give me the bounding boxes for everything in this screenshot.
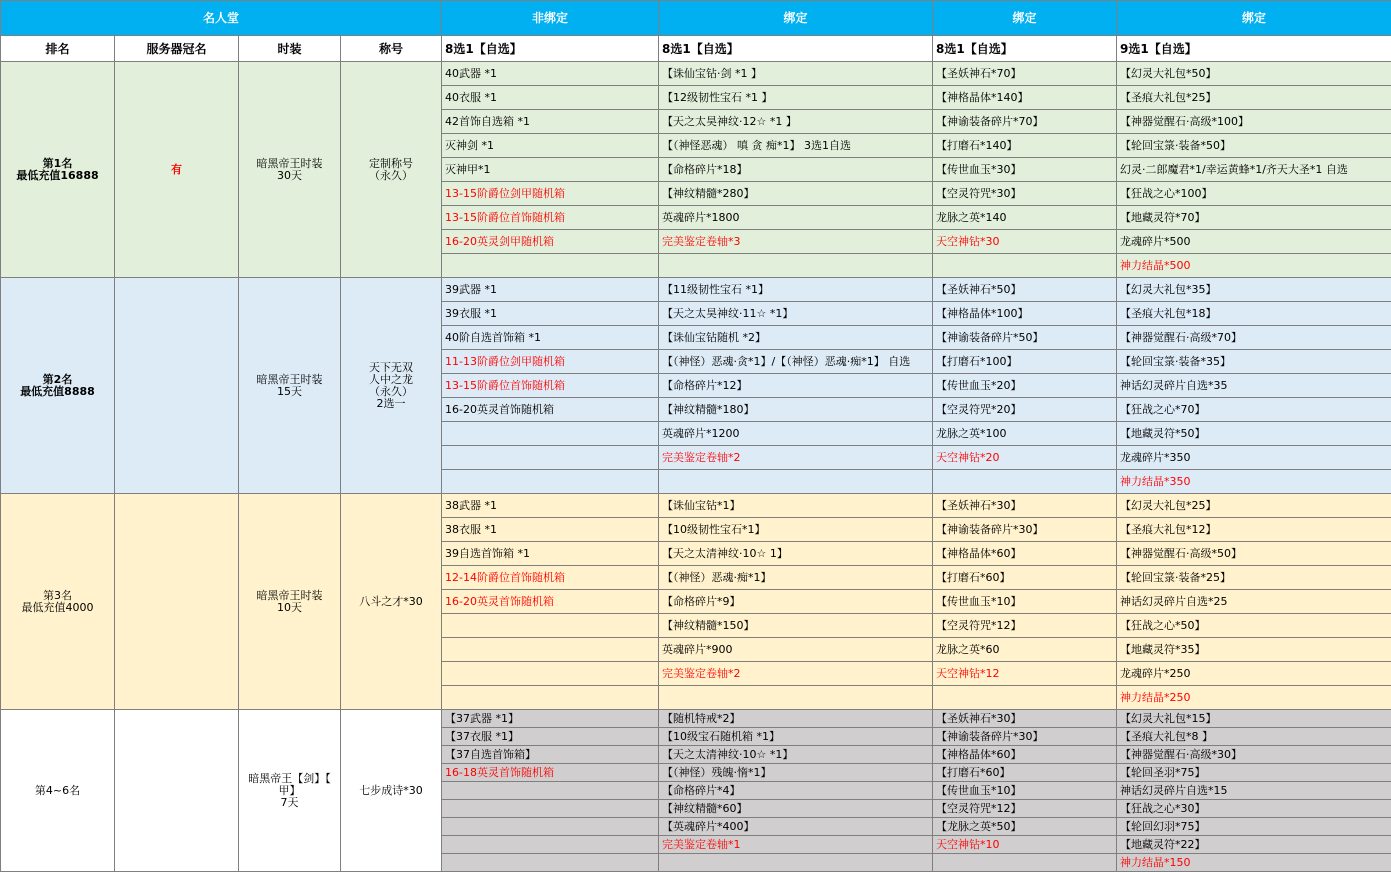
- unbound-reward: 13-15阶爵位剑甲随机箱: [442, 182, 659, 206]
- title-cell: 天下无双 人中之龙 （永久） 2选一: [341, 278, 442, 494]
- bound3-reward: 【狂战之心*50】: [1117, 614, 1391, 638]
- reward-row: [1, 494, 1391, 518]
- bound3-reward: 【圣痕大礼包*12】: [1117, 518, 1391, 542]
- title-cell: 七步成诗*30: [341, 710, 442, 872]
- costume-cell: 暗黑帝王时装 10天: [239, 494, 341, 710]
- bound2-reward: [933, 686, 1117, 710]
- bound1-reward: 【随机特戒*2】: [659, 710, 933, 728]
- bound1-reward: 完美鉴定卷轴*3: [659, 230, 933, 254]
- bound3-reward: 幻灵·二郎魔君*1/幸运黄蜂*1/齐天大圣*1 自选: [1117, 158, 1391, 182]
- unbound-reward: 16-20英灵首饰随机箱: [442, 398, 659, 422]
- bound2-reward: 【圣妖神石*50】: [933, 278, 1117, 302]
- unbound-reward: 灭神剑 *1: [442, 134, 659, 158]
- bound3-pick-header: 9选1【自选】: [1117, 36, 1391, 62]
- bound1-reward: 【诛仙宝钻随机 *2】: [659, 326, 933, 350]
- reward-table-body: [1, 1, 1391, 872]
- bound2-reward: 【圣妖神石*30】: [933, 494, 1117, 518]
- title-column-header: 称号: [341, 36, 442, 62]
- bound1-reward: 【（神怪）恶魂·贪*1】/【（神怪）恶魂·痴*1】 自选: [659, 350, 933, 374]
- bound2-reward: 【空灵符咒*12】: [933, 800, 1117, 818]
- unbound-reward: [442, 836, 659, 854]
- bound2-reward: 龙脉之英*100: [933, 422, 1117, 446]
- unbound-reward: 16-18英灵首饰随机箱: [442, 764, 659, 782]
- bound3-reward: 【幻灵大礼包*15】: [1117, 710, 1391, 728]
- rank-cell: 第2名 最低充值8888: [1, 278, 115, 494]
- bound2-reward: 天空神钻*20: [933, 446, 1117, 470]
- bound1-reward: 【命格碎片*18】: [659, 158, 933, 182]
- bound1-reward: 【天之太清神纹·10☆ 1】: [659, 542, 933, 566]
- bound-header-3: 绑定: [1117, 1, 1391, 36]
- bound1-reward: 【英魂碎片*400】: [659, 818, 933, 836]
- bound1-reward: [659, 686, 933, 710]
- unbound-reward: 灭神甲*1: [442, 158, 659, 182]
- server-title-cell: 有: [115, 62, 239, 278]
- bound3-reward: 【幻灵大礼包*50】: [1117, 62, 1391, 86]
- bound1-pick-header: 8选1【自选】: [659, 36, 933, 62]
- unbound-pick-header: 8选1【自选】: [442, 36, 659, 62]
- bound3-reward: 【圣痕大礼包*8 】: [1117, 728, 1391, 746]
- bound2-reward: 【圣妖神石*30】: [933, 710, 1117, 728]
- bound3-reward: 神力结晶*150: [1117, 854, 1391, 872]
- unbound-reward: [442, 686, 659, 710]
- bound3-reward: 神话幻灵碎片自选*35: [1117, 374, 1391, 398]
- bound3-reward: 神力结晶*500: [1117, 254, 1391, 278]
- bound2-reward: 【神格晶体*60】: [933, 542, 1117, 566]
- unbound-reward: 40衣服 *1: [442, 86, 659, 110]
- subheader-row: [1, 36, 1391, 62]
- bound1-reward: 【神纹精髓*150】: [659, 614, 933, 638]
- bound1-reward: 【诛仙宝钻·剑 *1 】: [659, 62, 933, 86]
- bound2-reward: 龙脉之英*60: [933, 638, 1117, 662]
- bound3-reward: 【狂战之心*70】: [1117, 398, 1391, 422]
- rank-cell: 第1名 最低充值16888: [1, 62, 115, 278]
- costume-column-header: 时装: [239, 36, 341, 62]
- bound1-reward: 【命格碎片*4】: [659, 782, 933, 800]
- bound1-reward: 英魂碎片*1800: [659, 206, 933, 230]
- bound2-reward: 【打磨石*100】: [933, 350, 1117, 374]
- unbound-reward: [442, 662, 659, 686]
- bound-header-1: 绑定: [659, 1, 933, 36]
- bound3-reward: 【地藏灵符*35】: [1117, 638, 1391, 662]
- unbound-reward: 40武器 *1: [442, 62, 659, 86]
- bound2-reward: 天空神钻*10: [933, 836, 1117, 854]
- bound3-reward: 龙魂碎片*350: [1117, 446, 1391, 470]
- unbound-reward: [442, 782, 659, 800]
- header-row: [1, 1, 1391, 36]
- bound2-reward: 【神格晶体*100】: [933, 302, 1117, 326]
- unbound-reward: [442, 800, 659, 818]
- bound3-reward: 龙魂碎片*250: [1117, 662, 1391, 686]
- bound1-reward: 【（神怪）恶魂·痴*1】: [659, 566, 933, 590]
- bound3-reward: 【轮回宝箓·装备*50】: [1117, 134, 1391, 158]
- bound3-reward: 龙魂碎片*500: [1117, 230, 1391, 254]
- bound2-reward: 【传世血玉*10】: [933, 590, 1117, 614]
- bound3-reward: 神力结晶*350: [1117, 470, 1391, 494]
- reward-row: [1, 278, 1391, 302]
- bound2-reward: 天空神钻*30: [933, 230, 1117, 254]
- bound3-reward: 【轮回宝箓·装备*25】: [1117, 566, 1391, 590]
- unbound-reward: [442, 446, 659, 470]
- bound1-reward: 【诛仙宝钻*1】: [659, 494, 933, 518]
- costume-cell: 暗黑帝王时装 15天: [239, 278, 341, 494]
- bound2-reward: 【空灵符咒*30】: [933, 182, 1117, 206]
- unbound-reward: 11-13阶爵位剑甲随机箱: [442, 350, 659, 374]
- bound1-reward: [659, 470, 933, 494]
- bound2-reward: 【打磨石*60】: [933, 764, 1117, 782]
- bound2-reward: 龙脉之英*140: [933, 206, 1117, 230]
- unbound-reward: 16-20英灵剑甲随机箱: [442, 230, 659, 254]
- bound2-reward: 【打磨石*60】: [933, 566, 1117, 590]
- server-title-cell: [115, 494, 239, 710]
- costume-cell: 暗黑帝王时装 30天: [239, 62, 341, 278]
- server-title-cell: [115, 710, 239, 872]
- bound3-reward: 神力结晶*250: [1117, 686, 1391, 710]
- bound3-reward: 【轮回圣羽*75】: [1117, 764, 1391, 782]
- bound2-reward: 【传世血玉*10】: [933, 782, 1117, 800]
- bound2-reward: 【神谕装备碎片*30】: [933, 728, 1117, 746]
- bound2-reward: 【神格晶体*140】: [933, 86, 1117, 110]
- bound3-reward: 【地藏灵符*70】: [1117, 206, 1391, 230]
- bound1-reward: 【（神怪）残魄·惰*1】: [659, 764, 933, 782]
- bound1-reward: 【12级韧性宝石 *1 】: [659, 86, 933, 110]
- bound1-reward: 【11级韧性宝石 *1】: [659, 278, 933, 302]
- bound3-reward: 【狂战之心*100】: [1117, 182, 1391, 206]
- rank-cell: 第3名 最低充值4000: [1, 494, 115, 710]
- unbound-reward: 16-20英灵首饰随机箱: [442, 590, 659, 614]
- bound3-reward: 【圣痕大礼包*25】: [1117, 86, 1391, 110]
- bound3-reward: 【神器觉醒石·高级*70】: [1117, 326, 1391, 350]
- bound1-reward: 【神纹精髓*280】: [659, 182, 933, 206]
- title-cell: 八斗之才*30: [341, 494, 442, 710]
- bound1-reward: 【命格碎片*12】: [659, 374, 933, 398]
- bound2-reward: [933, 254, 1117, 278]
- bound1-reward: 【10级韧性宝石*1】: [659, 518, 933, 542]
- bound1-reward: 完美鉴定卷轴*2: [659, 446, 933, 470]
- bound2-reward: 【龙脉之英*50】: [933, 818, 1117, 836]
- unbound-reward: 39衣服 *1: [442, 302, 659, 326]
- bound3-reward: 神话幻灵碎片自选*15: [1117, 782, 1391, 800]
- unbound-reward: 12-14阶爵位首饰随机箱: [442, 566, 659, 590]
- bound2-reward: 【打磨石*140】: [933, 134, 1117, 158]
- bound3-reward: 神话幻灵碎片自选*25: [1117, 590, 1391, 614]
- bound1-reward: 【天之太昊神纹·11☆ *1】: [659, 302, 933, 326]
- hall-of-fame-header: 名人堂: [1, 1, 442, 36]
- bound3-reward: 【神器觉醒石·高级*50】: [1117, 542, 1391, 566]
- bound2-reward: [933, 470, 1117, 494]
- unbound-reward: 38武器 *1: [442, 494, 659, 518]
- bound3-reward: 【地藏灵符*50】: [1117, 422, 1391, 446]
- unbound-reward: 39自选首饰箱 *1: [442, 542, 659, 566]
- bound2-reward: 天空神钻*12: [933, 662, 1117, 686]
- bound1-reward: 英魂碎片*1200: [659, 422, 933, 446]
- unbound-reward: [442, 254, 659, 278]
- bound1-reward: 完美鉴定卷轴*2: [659, 662, 933, 686]
- bound1-reward: 【10级宝石随机箱 *1】: [659, 728, 933, 746]
- bound3-reward: 【幻灵大礼包*25】: [1117, 494, 1391, 518]
- bound1-reward: 【天之太昊神纹·12☆ *1 】: [659, 110, 933, 134]
- unbound-reward: 42首饰自选箱 *1: [442, 110, 659, 134]
- unbound-reward: [442, 470, 659, 494]
- reward-row: [1, 62, 1391, 86]
- bound1-reward: 【（神怪恶魂） 嗔 贪 痴*1】 3选1自选: [659, 134, 933, 158]
- server-title-cell: [115, 278, 239, 494]
- unbound-reward: 38衣服 *1: [442, 518, 659, 542]
- bound2-reward: 【神谕装备碎片*30】: [933, 518, 1117, 542]
- bound3-reward: 【狂战之心*30】: [1117, 800, 1391, 818]
- bound3-reward: 【地藏灵符*22】: [1117, 836, 1391, 854]
- server-title-column-header: 服务器冠名: [115, 36, 239, 62]
- unbound-reward: [442, 638, 659, 662]
- bound2-reward: 【神谕装备碎片*50】: [933, 326, 1117, 350]
- unbound-header: 非绑定: [442, 1, 659, 36]
- unbound-reward: 【37自选首饰箱】: [442, 746, 659, 764]
- unbound-reward: 13-15阶爵位首饰随机箱: [442, 206, 659, 230]
- bound3-reward: 【轮回宝箓·装备*35】: [1117, 350, 1391, 374]
- bound-header-2: 绑定: [933, 1, 1117, 36]
- bound2-reward: 【空灵符咒*20】: [933, 398, 1117, 422]
- bound1-reward: 【神纹精髓*180】: [659, 398, 933, 422]
- bound1-reward: 【命格碎片*9】: [659, 590, 933, 614]
- bound3-reward: 【神器觉醒石·高级*30】: [1117, 746, 1391, 764]
- unbound-reward: 13-15阶爵位首饰随机箱: [442, 374, 659, 398]
- bound3-reward: 【神器觉醒石·高级*100】: [1117, 110, 1391, 134]
- rank-cell: 第4~6名: [1, 710, 115, 872]
- title-cell: 定制称号 （永久）: [341, 62, 442, 278]
- unbound-reward: [442, 422, 659, 446]
- reward-row: [1, 710, 1391, 728]
- unbound-reward: 40阶自选首饰箱 *1: [442, 326, 659, 350]
- bound1-reward: [659, 254, 933, 278]
- costume-cell: 暗黑帝王【剑】【 甲】 7天: [239, 710, 341, 872]
- bound2-reward: 【神格晶体*60】: [933, 746, 1117, 764]
- unbound-reward: 【37武器 *1】: [442, 710, 659, 728]
- bound2-reward: 【传世血玉*20】: [933, 374, 1117, 398]
- bound2-pick-header: 8选1【自选】: [933, 36, 1117, 62]
- unbound-reward: 【37衣服 *1】: [442, 728, 659, 746]
- bound1-reward: 完美鉴定卷轴*1: [659, 836, 933, 854]
- bound3-reward: 【轮回幻羽*75】: [1117, 818, 1391, 836]
- bound2-reward: 【神谕装备碎片*70】: [933, 110, 1117, 134]
- bound3-reward: 【幻灵大礼包*35】: [1117, 278, 1391, 302]
- bound2-reward: 【空灵符咒*12】: [933, 614, 1117, 638]
- bound2-reward: 【传世血玉*30】: [933, 158, 1117, 182]
- unbound-reward: [442, 818, 659, 836]
- unbound-reward: 39武器 *1: [442, 278, 659, 302]
- bound1-reward: 【天之太清神纹·10☆ *1】: [659, 746, 933, 764]
- bound2-reward: 【圣妖神石*70】: [933, 62, 1117, 86]
- unbound-reward: [442, 614, 659, 638]
- rank-column-header: 排名: [1, 36, 115, 62]
- bound1-reward: 英魂碎片*900: [659, 638, 933, 662]
- bound3-reward: 【圣痕大礼包*18】: [1117, 302, 1391, 326]
- bound1-reward: 【神纹精髓*60】: [659, 800, 933, 818]
